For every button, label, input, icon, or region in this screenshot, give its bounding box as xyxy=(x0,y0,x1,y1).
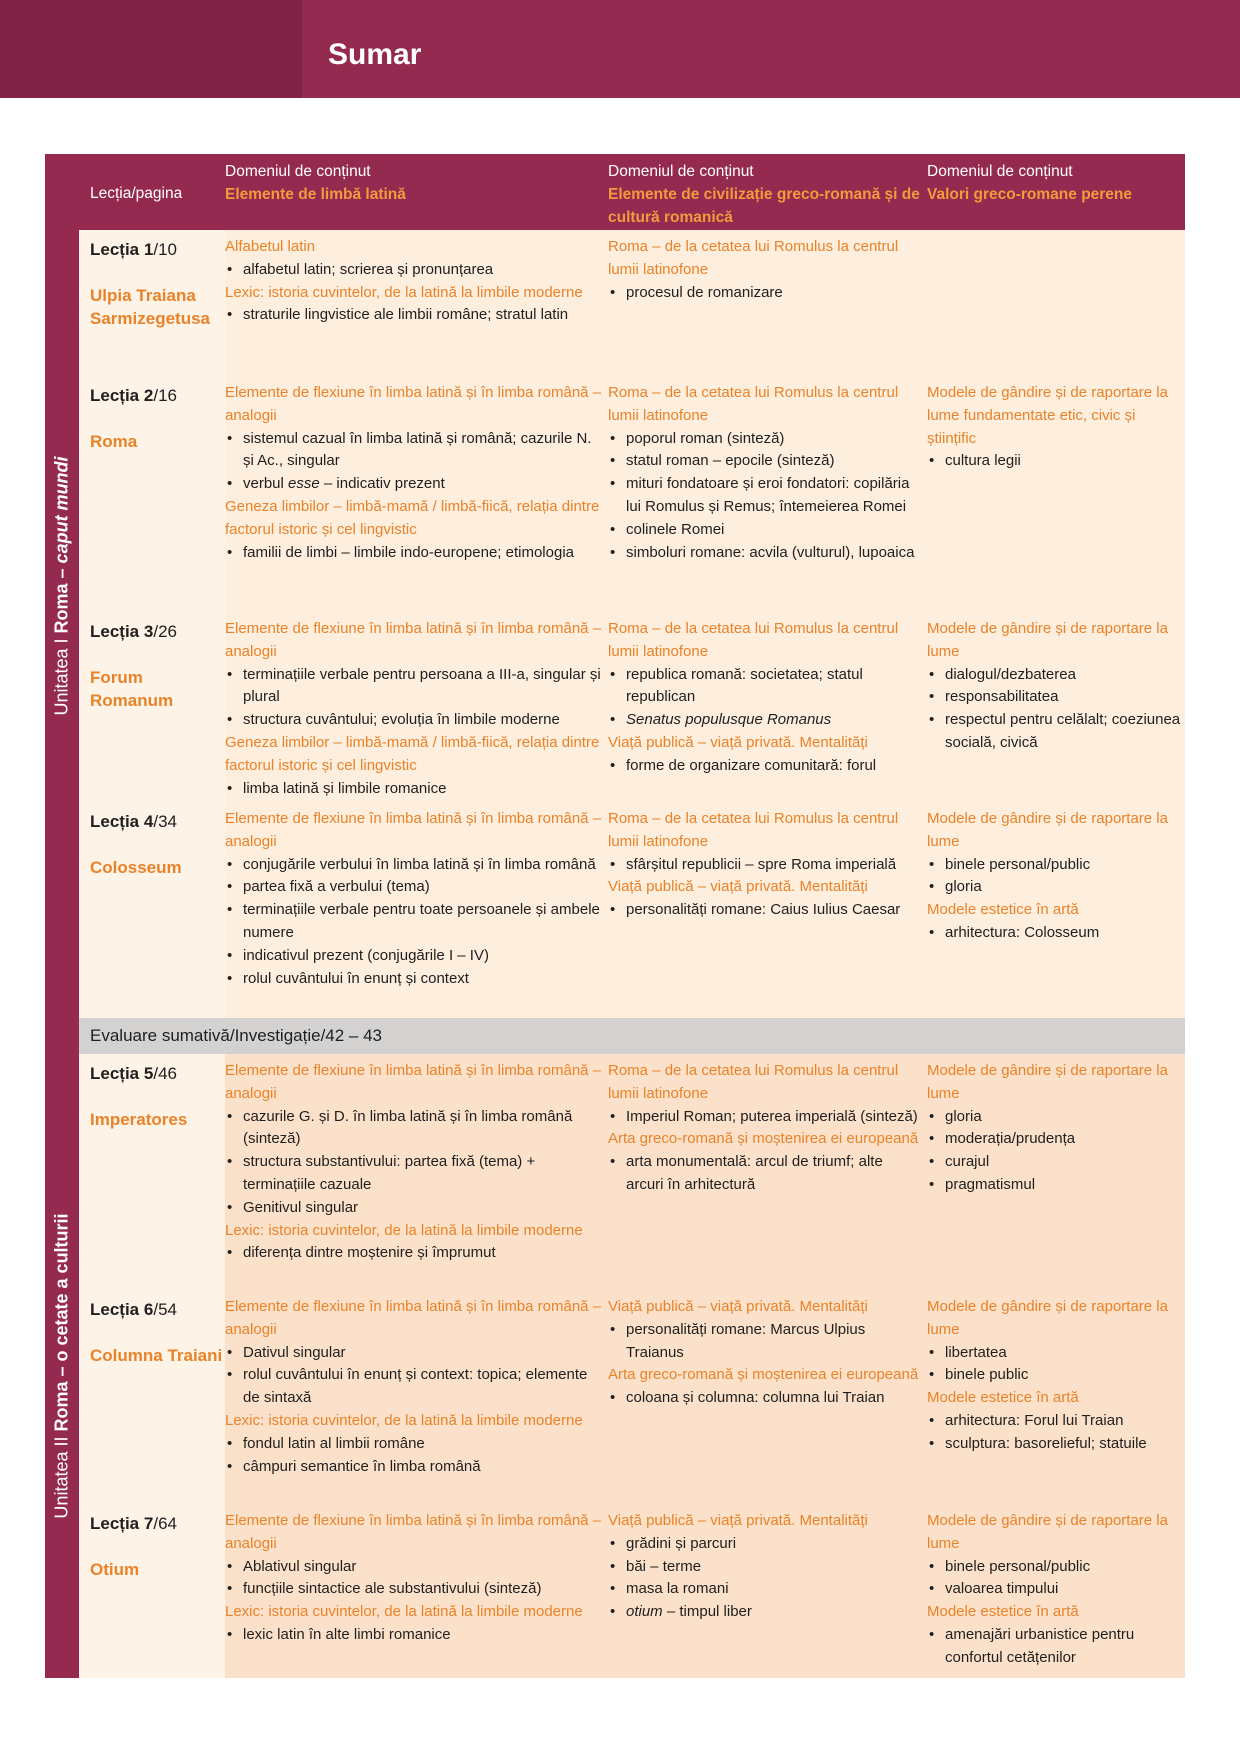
topic-list xyxy=(608,1387,920,1410)
list-item: • Imperiul Roman; puterea imperială (sinteză) xyxy=(608,1106,920,1129)
topic-heading: Viață publică – viață privată. Mentalități xyxy=(608,1512,868,1529)
unit-1-subtitle: caput mundi xyxy=(51,456,72,564)
unit-2-label xyxy=(45,1054,79,1678)
lesson-label: Lecția xyxy=(90,1514,140,1533)
lesson-page: /34 xyxy=(153,812,177,831)
list-item: • indicativul prezent (conjugările I – IV) xyxy=(225,945,605,968)
lesson-number: 5 xyxy=(143,1064,154,1083)
list-item: • conjugările verbului în limba latină și în limba română xyxy=(225,854,605,877)
lesson-page: /26 xyxy=(153,622,177,641)
lesson-row xyxy=(79,612,1185,802)
list-item: • Ablativul singular xyxy=(225,1556,605,1579)
list-item: • dialogul/dezbaterea xyxy=(927,664,1183,687)
domain-2-label: Domeniul de conținut xyxy=(608,163,754,180)
topic-list xyxy=(608,1319,920,1365)
list-item: • amenajări urbanistice pentru confortul cetățenilor xyxy=(927,1624,1183,1670)
domain-2-name: Elemente de civilizație greco-romană și de cultură romanică xyxy=(608,186,920,226)
domain-3-cell xyxy=(927,1510,1183,1670)
list-item: • gloria xyxy=(927,1106,1183,1129)
domain-2-cell xyxy=(608,808,920,922)
topic-heading: Roma – de la cetatea lui Romulus la centrul lumii latinofone xyxy=(608,620,899,660)
topic-list xyxy=(225,304,605,327)
topic-heading: Viață publică – viață privată. Mentalități xyxy=(608,878,868,896)
list-item: • sfârșitul republicii – spre Roma imperială xyxy=(608,854,920,877)
lesson-number: 4 xyxy=(143,812,154,831)
lesson-title: Ulpia Traiana Sarmizegetusa xyxy=(90,286,210,328)
list-item: • personalități romane: Caius Iulius Caesar xyxy=(608,899,920,922)
lesson-number: 7 xyxy=(143,1514,154,1533)
units-column xyxy=(45,154,79,1678)
lesson-page: /10 xyxy=(153,240,177,259)
topic-heading: Modele estetice în artă xyxy=(927,901,1079,919)
lesson-cell xyxy=(79,1054,225,1290)
domain-3-label: Domeniul de conținut xyxy=(927,163,1073,180)
list-item: • partea fixă a verbului (tema) xyxy=(225,876,605,899)
lesson-heading xyxy=(90,238,225,330)
list-item: • terminațiile verbale pentru persoana a III-a, singular și plural xyxy=(225,664,605,710)
list-item: • moderația/prudența xyxy=(927,1128,1183,1151)
domain-2-cell xyxy=(608,236,920,304)
list-item: • cultura legii xyxy=(927,450,1183,473)
topic-heading: Roma – de la cetatea lui Romulus la centrul lumii latinofone xyxy=(608,1062,899,1102)
topic-list xyxy=(225,1242,605,1265)
topic-list xyxy=(927,1410,1183,1456)
topic-list xyxy=(225,1433,605,1479)
domain-3-cell xyxy=(927,1060,1183,1197)
topic-heading: Lexic: istoria cuvintelor, de la latină la limbile moderne xyxy=(225,283,583,301)
topic-heading: Modele de gândire și de raportare la lume xyxy=(927,1512,1168,1552)
lesson-heading xyxy=(90,384,225,453)
topic-heading: Modele de gândire și de raportare la lume xyxy=(927,810,1168,850)
list-item: • otium – timpul liber xyxy=(608,1601,920,1624)
topic-heading: Roma – de la cetatea lui Romulus la centrul lumii latinofone xyxy=(608,810,899,850)
topic-list xyxy=(927,922,1183,945)
list-item: • Dativul singular xyxy=(225,1342,605,1365)
list-item: • structura cuvântului; evoluția în limbile moderne xyxy=(225,709,605,732)
topic-heading: Modele estetice în artă xyxy=(927,1603,1079,1621)
topic-list xyxy=(225,854,605,991)
topic-heading: Roma – de la cetatea lui Romulus la centrul lumii latinofone xyxy=(608,238,899,278)
lesson-cell xyxy=(79,1504,225,1678)
lesson-number: 2 xyxy=(143,386,154,405)
list-item: • lexic latin în alte limbi romanice xyxy=(225,1624,605,1647)
lesson-heading xyxy=(90,1062,225,1131)
lesson-page: /16 xyxy=(153,386,177,405)
lesson-row xyxy=(79,1054,1185,1290)
topic-heading: Modele de gândire și de raportare la lume fundamentate etic, civic și științific xyxy=(927,384,1168,447)
topic-list xyxy=(608,282,920,305)
list-item: • binele public xyxy=(927,1364,1183,1387)
topic-list xyxy=(927,1556,1183,1602)
topic-heading: Elemente de flexiune în limba latină și în limba română – analogii xyxy=(225,384,602,424)
lesson-title: Colosseum xyxy=(90,858,182,877)
topic-list xyxy=(225,664,605,732)
topic-heading: Geneza limbilor – limbă-mamă / limbă-fiică, relația dintre factorul istoric și cel lingvistic xyxy=(225,497,600,538)
unit-2-title: Roma – o cetate a culturii xyxy=(51,1213,72,1432)
unit-2-prefix: Unitatea II xyxy=(51,1436,72,1519)
list-item: • respectul pentru celălalt; coeziunea socială, civică xyxy=(927,709,1183,755)
lesson-cell xyxy=(79,802,225,1018)
lesson-row xyxy=(79,376,1185,612)
lesson-label: Lecția xyxy=(90,622,140,641)
topic-heading: Modele estetice în artă xyxy=(927,1389,1079,1407)
topic-list xyxy=(608,1151,920,1197)
domain-1-cell xyxy=(225,808,605,990)
evaluation-label: Evaluare sumativă/Investigație/42 – 43 xyxy=(90,1026,383,1045)
lesson-heading xyxy=(90,1512,225,1581)
list-item: • familii de limbi – limbile indo-europene; etimologia xyxy=(225,542,605,565)
list-item: • forme de organizare comunitară: forul xyxy=(608,755,920,778)
list-item: • statul roman – epocile (sinteză) xyxy=(608,450,920,473)
topic-heading: Modele de gândire și de raportare la lume xyxy=(927,1062,1168,1102)
topic-list xyxy=(927,664,1183,755)
list-item: • arhitectura: Forul lui Traian xyxy=(927,1410,1183,1433)
topic-heading: Arta greco-romană și moștenirea ei europeană xyxy=(608,1366,919,1384)
lesson-label: Lecția xyxy=(90,812,140,831)
lesson-row xyxy=(79,1504,1185,1678)
topic-heading: Geneza limbilor – limbă-mamă / limbă-fiică, relația dintre factorul istoric și cel lingvistic xyxy=(225,733,600,774)
list-item: • grădini și parcuri xyxy=(608,1533,920,1556)
list-item: • binele personal/public xyxy=(927,1556,1183,1579)
topic-list xyxy=(608,899,920,922)
list-item: • republica romană: societatea; statul republican xyxy=(608,664,920,710)
domain-3-cell xyxy=(927,1296,1183,1456)
header-domain-3 xyxy=(927,160,1183,206)
domain-2-cell xyxy=(608,618,920,778)
domain-3-cell xyxy=(927,382,1183,473)
lesson-page: /46 xyxy=(153,1064,177,1083)
topic-list xyxy=(225,259,605,282)
topic-list xyxy=(225,778,605,801)
topic-list xyxy=(225,542,605,565)
unit-1-title: Roma – xyxy=(51,568,72,634)
topic-heading: Lexic: istoria cuvintelor, de la latină la limbile moderne xyxy=(225,1603,583,1621)
header-accent-block xyxy=(0,0,302,98)
topic-heading: Elemente de flexiune în limba latină și în limba română – analogii xyxy=(225,1298,602,1338)
topic-heading: Modele de gândire și de raportare la lume xyxy=(927,620,1168,660)
topic-heading: Lexic: istoria cuvintelor, de la latină la limbile moderne xyxy=(225,1221,583,1239)
domain-3-cell xyxy=(927,808,1183,945)
list-item: • câmpuri semantice în limba română xyxy=(225,1456,605,1479)
list-item: • personalități romane: Marcus Ulpius Traianus xyxy=(608,1319,920,1365)
topic-list xyxy=(927,1106,1183,1197)
topic-list xyxy=(225,1342,605,1410)
domain-1-cell xyxy=(225,618,605,800)
topic-heading: Elemente de flexiune în limba latină și în limba română – analogii xyxy=(225,620,602,660)
summary-table xyxy=(45,154,1185,1678)
topic-list xyxy=(608,664,920,732)
topic-list xyxy=(225,1624,605,1647)
lesson-title: Roma xyxy=(90,432,138,451)
topic-list xyxy=(608,428,920,565)
lesson-number: 3 xyxy=(143,622,154,641)
lesson-label: Lecția xyxy=(90,386,140,405)
topic-heading: Roma – de la cetatea lui Romulus la centrul lumii latinofone xyxy=(608,384,899,424)
list-item: • procesul de romanizare xyxy=(608,282,920,305)
lesson-heading xyxy=(90,1298,225,1367)
topic-heading: Lexic: istoria cuvintelor, de la latină la limbile moderne xyxy=(225,1411,583,1429)
list-item: • băi – terme xyxy=(608,1556,920,1579)
list-item: • limba latină și limbile romanice xyxy=(225,778,605,801)
list-item: • coloana și columna: columna lui Traian xyxy=(608,1387,920,1410)
list-item: • poporul roman (sinteză) xyxy=(608,428,920,451)
list-item: • sistemul cazual în limba latină și română; cazurile N. și Ac., singular xyxy=(225,428,605,474)
domain-2-cell xyxy=(608,1060,920,1197)
topic-heading: Elemente de flexiune în limba latină și în limba română – analogii xyxy=(225,1512,602,1552)
topic-list xyxy=(225,1106,605,1220)
topic-list xyxy=(927,1342,1183,1388)
list-item: • rolul cuvântului în enunț și context: topica; elemente de sintaxă xyxy=(225,1364,605,1410)
domain-3-name: Valori greco-romane perene xyxy=(927,186,1133,203)
lesson-row xyxy=(79,802,1185,1018)
unit-1-label xyxy=(45,154,79,1018)
list-item: • mituri fondatoare și eroi fondatori: copilăria lui Romulus și Remus; întemeierea Romei xyxy=(608,473,920,519)
lesson-title: Columna Traiani xyxy=(90,1346,223,1365)
topic-heading: Viață publică – viață privată. Mentalități xyxy=(608,1298,868,1315)
header-lesson-page: Lecția/pagina xyxy=(90,185,183,202)
topic-heading: Elemente de flexiune în limba latină și în limba română – analogii xyxy=(225,810,602,850)
list-item: • structura substantivului: partea fixă (tema) + terminațiile cazuale xyxy=(225,1151,605,1197)
lesson-cell xyxy=(79,1290,225,1504)
lesson-page: /54 xyxy=(153,1300,177,1319)
topic-list xyxy=(608,755,920,778)
topic-list xyxy=(225,428,605,496)
table-header xyxy=(79,154,1185,230)
domain-3-cell xyxy=(927,618,1183,755)
list-item: • alfabetul latin; scrierea și pronunțarea xyxy=(225,259,605,282)
list-item: • funcțiile sintactice ale substantivului (sinteză) xyxy=(225,1578,605,1601)
topic-list xyxy=(927,1624,1183,1670)
lesson-row xyxy=(79,1290,1185,1504)
lesson-heading xyxy=(90,810,225,879)
topic-list xyxy=(225,1556,605,1602)
page-title: Sumar xyxy=(328,38,422,71)
list-item: • responsabilitatea xyxy=(927,686,1183,709)
lesson-heading xyxy=(90,620,225,712)
topic-list xyxy=(608,854,920,877)
unit-1-prefix: Unitatea I xyxy=(51,638,72,716)
list-item: • rolul cuvântului în enunț și context xyxy=(225,968,605,991)
lesson-cell xyxy=(79,612,225,802)
list-item: • Genitivul singular xyxy=(225,1197,605,1220)
lesson-row xyxy=(79,230,1185,376)
list-item: • arhitectura: Colosseum xyxy=(927,922,1183,945)
lesson-number: 1 xyxy=(143,240,154,259)
list-item: • valoarea timpului xyxy=(927,1578,1183,1601)
topic-heading: Alfabetul latin xyxy=(225,238,316,255)
lesson-label: Lecția xyxy=(90,1064,140,1083)
topic-heading: Elemente de flexiune în limba latină și în limba română – analogii xyxy=(225,1062,602,1102)
list-item: • verbul esse – indicativ prezent xyxy=(225,473,605,496)
domain-1-cell xyxy=(225,1510,605,1647)
domain-1-label: Domeniul de conținut xyxy=(225,163,371,180)
list-item: • masa la romani xyxy=(608,1578,920,1601)
evaluation-row xyxy=(79,1018,1185,1054)
list-item: • diferența dintre moștenire și împrumut xyxy=(225,1242,605,1265)
list-item: • curajul xyxy=(927,1151,1183,1174)
lesson-cell xyxy=(79,376,225,612)
domain-2-cell xyxy=(608,382,920,564)
header-domain-1 xyxy=(225,160,605,206)
lesson-title: Forum Romanum xyxy=(90,668,174,710)
list-item: • gloria xyxy=(927,876,1183,899)
lesson-title: Otium xyxy=(90,1560,140,1579)
domain-1-cell xyxy=(225,1296,605,1478)
domain-1-cell xyxy=(225,236,605,327)
topic-heading: Viață publică – viață privată. Mentalități xyxy=(608,733,868,751)
list-item: • pragmatismul xyxy=(927,1174,1183,1197)
list-item: • binele personal/public xyxy=(927,854,1183,877)
domain-1-name: Elemente de limbă latină xyxy=(225,186,406,203)
topic-heading: Modele de gândire și de raportare la lume xyxy=(927,1298,1168,1338)
topic-list xyxy=(927,450,1183,473)
lesson-title: Imperatores xyxy=(90,1110,188,1129)
list-item: • cazurile G. și D. în limba latină și în limba română (sinteză) xyxy=(225,1106,605,1152)
list-item: • libertatea xyxy=(927,1342,1183,1365)
topic-list xyxy=(608,1533,920,1624)
list-item: • simboluri romane: acvila (vulturul), lupoaica xyxy=(608,542,920,565)
lesson-cell xyxy=(79,230,225,376)
domain-2-cell xyxy=(608,1510,920,1624)
list-item: • arta monumentală: arcul de triumf; alte arcuri în arhitectură xyxy=(608,1151,920,1197)
topic-list xyxy=(927,854,1183,900)
topic-heading: Arta greco-romană și moștenirea ei europeană xyxy=(608,1130,919,1148)
domain-1-cell xyxy=(225,382,605,564)
lesson-label: Lecția xyxy=(90,1300,140,1319)
topic-list xyxy=(608,1106,920,1129)
lesson-label: Lecția xyxy=(90,240,140,259)
list-item: • sculptura: basorelieful; statuile xyxy=(927,1433,1183,1456)
list-item: • Senatus populusque Romanus xyxy=(608,709,920,732)
domain-2-cell xyxy=(608,1296,920,1410)
header-domain-2 xyxy=(608,160,920,229)
lesson-page: /64 xyxy=(153,1514,177,1533)
list-item: • terminațiile verbale pentru toate persoanele și ambele numere xyxy=(225,899,605,945)
list-item: • fondul latin al limbii române xyxy=(225,1433,605,1456)
list-item: • straturile lingvistice ale limbii române; stratul latin xyxy=(225,304,605,327)
lesson-number: 6 xyxy=(143,1300,154,1319)
list-item: • colinele Romei xyxy=(608,519,920,542)
domain-1-cell xyxy=(225,1060,605,1265)
